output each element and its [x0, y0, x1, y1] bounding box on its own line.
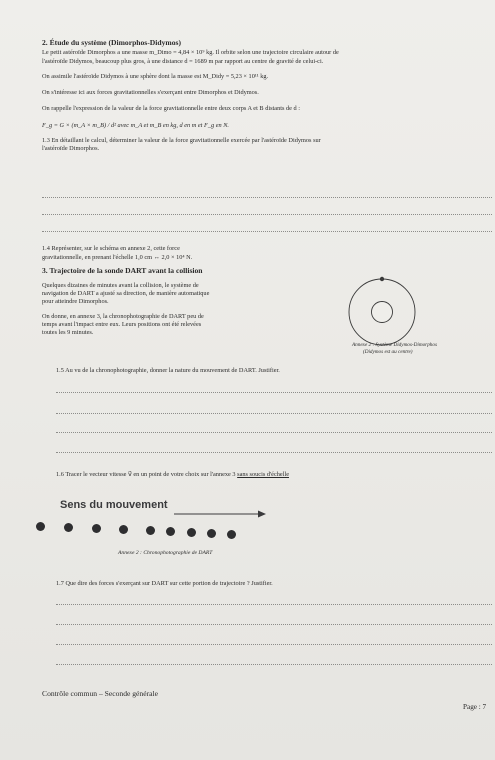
footer-title: Contrôle commun – Seconde générale [42, 689, 158, 698]
dart-position [119, 525, 128, 534]
dart-position [227, 530, 236, 539]
annexe-3-caption: Annexe 2 : Chronophotographie de DART [118, 550, 213, 556]
text-line-2: l'astéroïde Didymos, beaucoup plus gros, à une distance d = 1689 m par rapport au centre de gravité de celui-ci. [42, 58, 324, 65]
question-1-6 [56, 471, 289, 479]
answer-line[interactable] [56, 644, 492, 645]
answer-line[interactable] [56, 413, 492, 414]
question-1-5: 1.5 Au vu de la chronophotographie, donner la nature du mouvement de DART. Justifier. [56, 367, 280, 374]
text-line-3: On assimile l'astéroïde Didymos à une sphère dont la masse est M_Didy = 5,23 × 10¹¹ kg. [42, 73, 269, 80]
paragraph-2-line-2: temps avant l'impact entre eux. Leurs positions ont été relevées [42, 321, 202, 328]
dart-position [166, 527, 175, 536]
answer-line[interactable] [56, 664, 492, 665]
annexe-2-caption: Annexe 2 : Système Didymos-Dimorphos [352, 342, 437, 348]
page-number: Page : 7 [463, 703, 487, 711]
question-1-6-underlined: sans soucis d'échelle [237, 471, 289, 478]
direction-arrow-icon [172, 508, 268, 520]
answer-line[interactable] [56, 432, 492, 433]
answer-line[interactable] [56, 624, 492, 625]
text-line-4: On s'intéresse ici aux forces gravitationnelles s'exerçant entre Dimorphos et Didymos. [42, 89, 259, 96]
question-1-3-line-1: 1.3 En détaillant le calcul, déterminer la valeur de la force gravitationnelle exercée par l'astéroïde Didymos sur [42, 137, 321, 144]
text-line-5: On rappelle l'expression de la valeur de la force gravitationnelle entre deux corps A et B distants de d : [42, 105, 300, 112]
answer-line[interactable] [42, 231, 492, 232]
paragraph-1-line-3: pour atteindre Dimorphos. [42, 298, 109, 305]
dart-position [36, 522, 45, 531]
section-2-heading: 2. Étude du système (Dimorphos-Didymos) [42, 38, 182, 47]
section-3-heading: 3. Trajectoire de la sonde DART avant la collision [42, 266, 203, 275]
paragraph-2-line-3: toutes les 9 minutes. [42, 329, 94, 336]
gravity-formula: F_g = G × (m_A × m_B) / d² avec m_A et m_B en kg, d en m et F_g en N. [42, 122, 230, 129]
paragraph-1-line-2: navigation de DART a ajusté sa direction, de manière automatique [42, 290, 210, 297]
answer-line[interactable] [42, 197, 492, 198]
dart-position [92, 524, 101, 533]
answer-line[interactable] [56, 392, 492, 393]
answer-line[interactable] [42, 214, 492, 215]
annexe-2-subcaption: (Didymos est au centre) [363, 349, 413, 355]
question-1-4-line-1: 1.4 Représenter, sur le schéma en annexe 2, cette force [42, 245, 180, 252]
question-1-4-line-2: gravitationnelle, en prenant l'échelle 1,0 cm ↔ 2,0 × 10⁴ N. [42, 254, 193, 261]
question-1-7: 1.7 Que dire des forces s'exerçant sur DART sur cette portion de trajectoire ? Justifier. [56, 580, 273, 587]
dart-position [146, 526, 155, 535]
paragraph-2-line-1: On donne, en annexe 3, la chronophotographie de DART peu de [42, 313, 204, 320]
dart-position [207, 529, 216, 538]
dart-position [64, 523, 73, 532]
paragraph-1-line-1: Quelques dizaines de minutes avant la collision, le système de [42, 282, 199, 289]
text-line-1: Le petit astéroïde Dimorphos a une masse m_Dimo = 4,84 × 10⁹ kg. Il orbite selon une trajectoire circulaire autour de [42, 49, 339, 56]
question-1-6-text: 1.6 Tracer le vecteur vitesse v⃗ en un point de votre choix sur l'annexe 3 [56, 471, 236, 478]
answer-line[interactable] [56, 604, 492, 605]
answer-line[interactable] [56, 452, 492, 453]
motion-direction-label: Sens du mouvement [60, 499, 168, 511]
dart-position [187, 528, 196, 537]
question-1-3-line-2: l'astéroïde Dimorphos. [42, 145, 100, 152]
